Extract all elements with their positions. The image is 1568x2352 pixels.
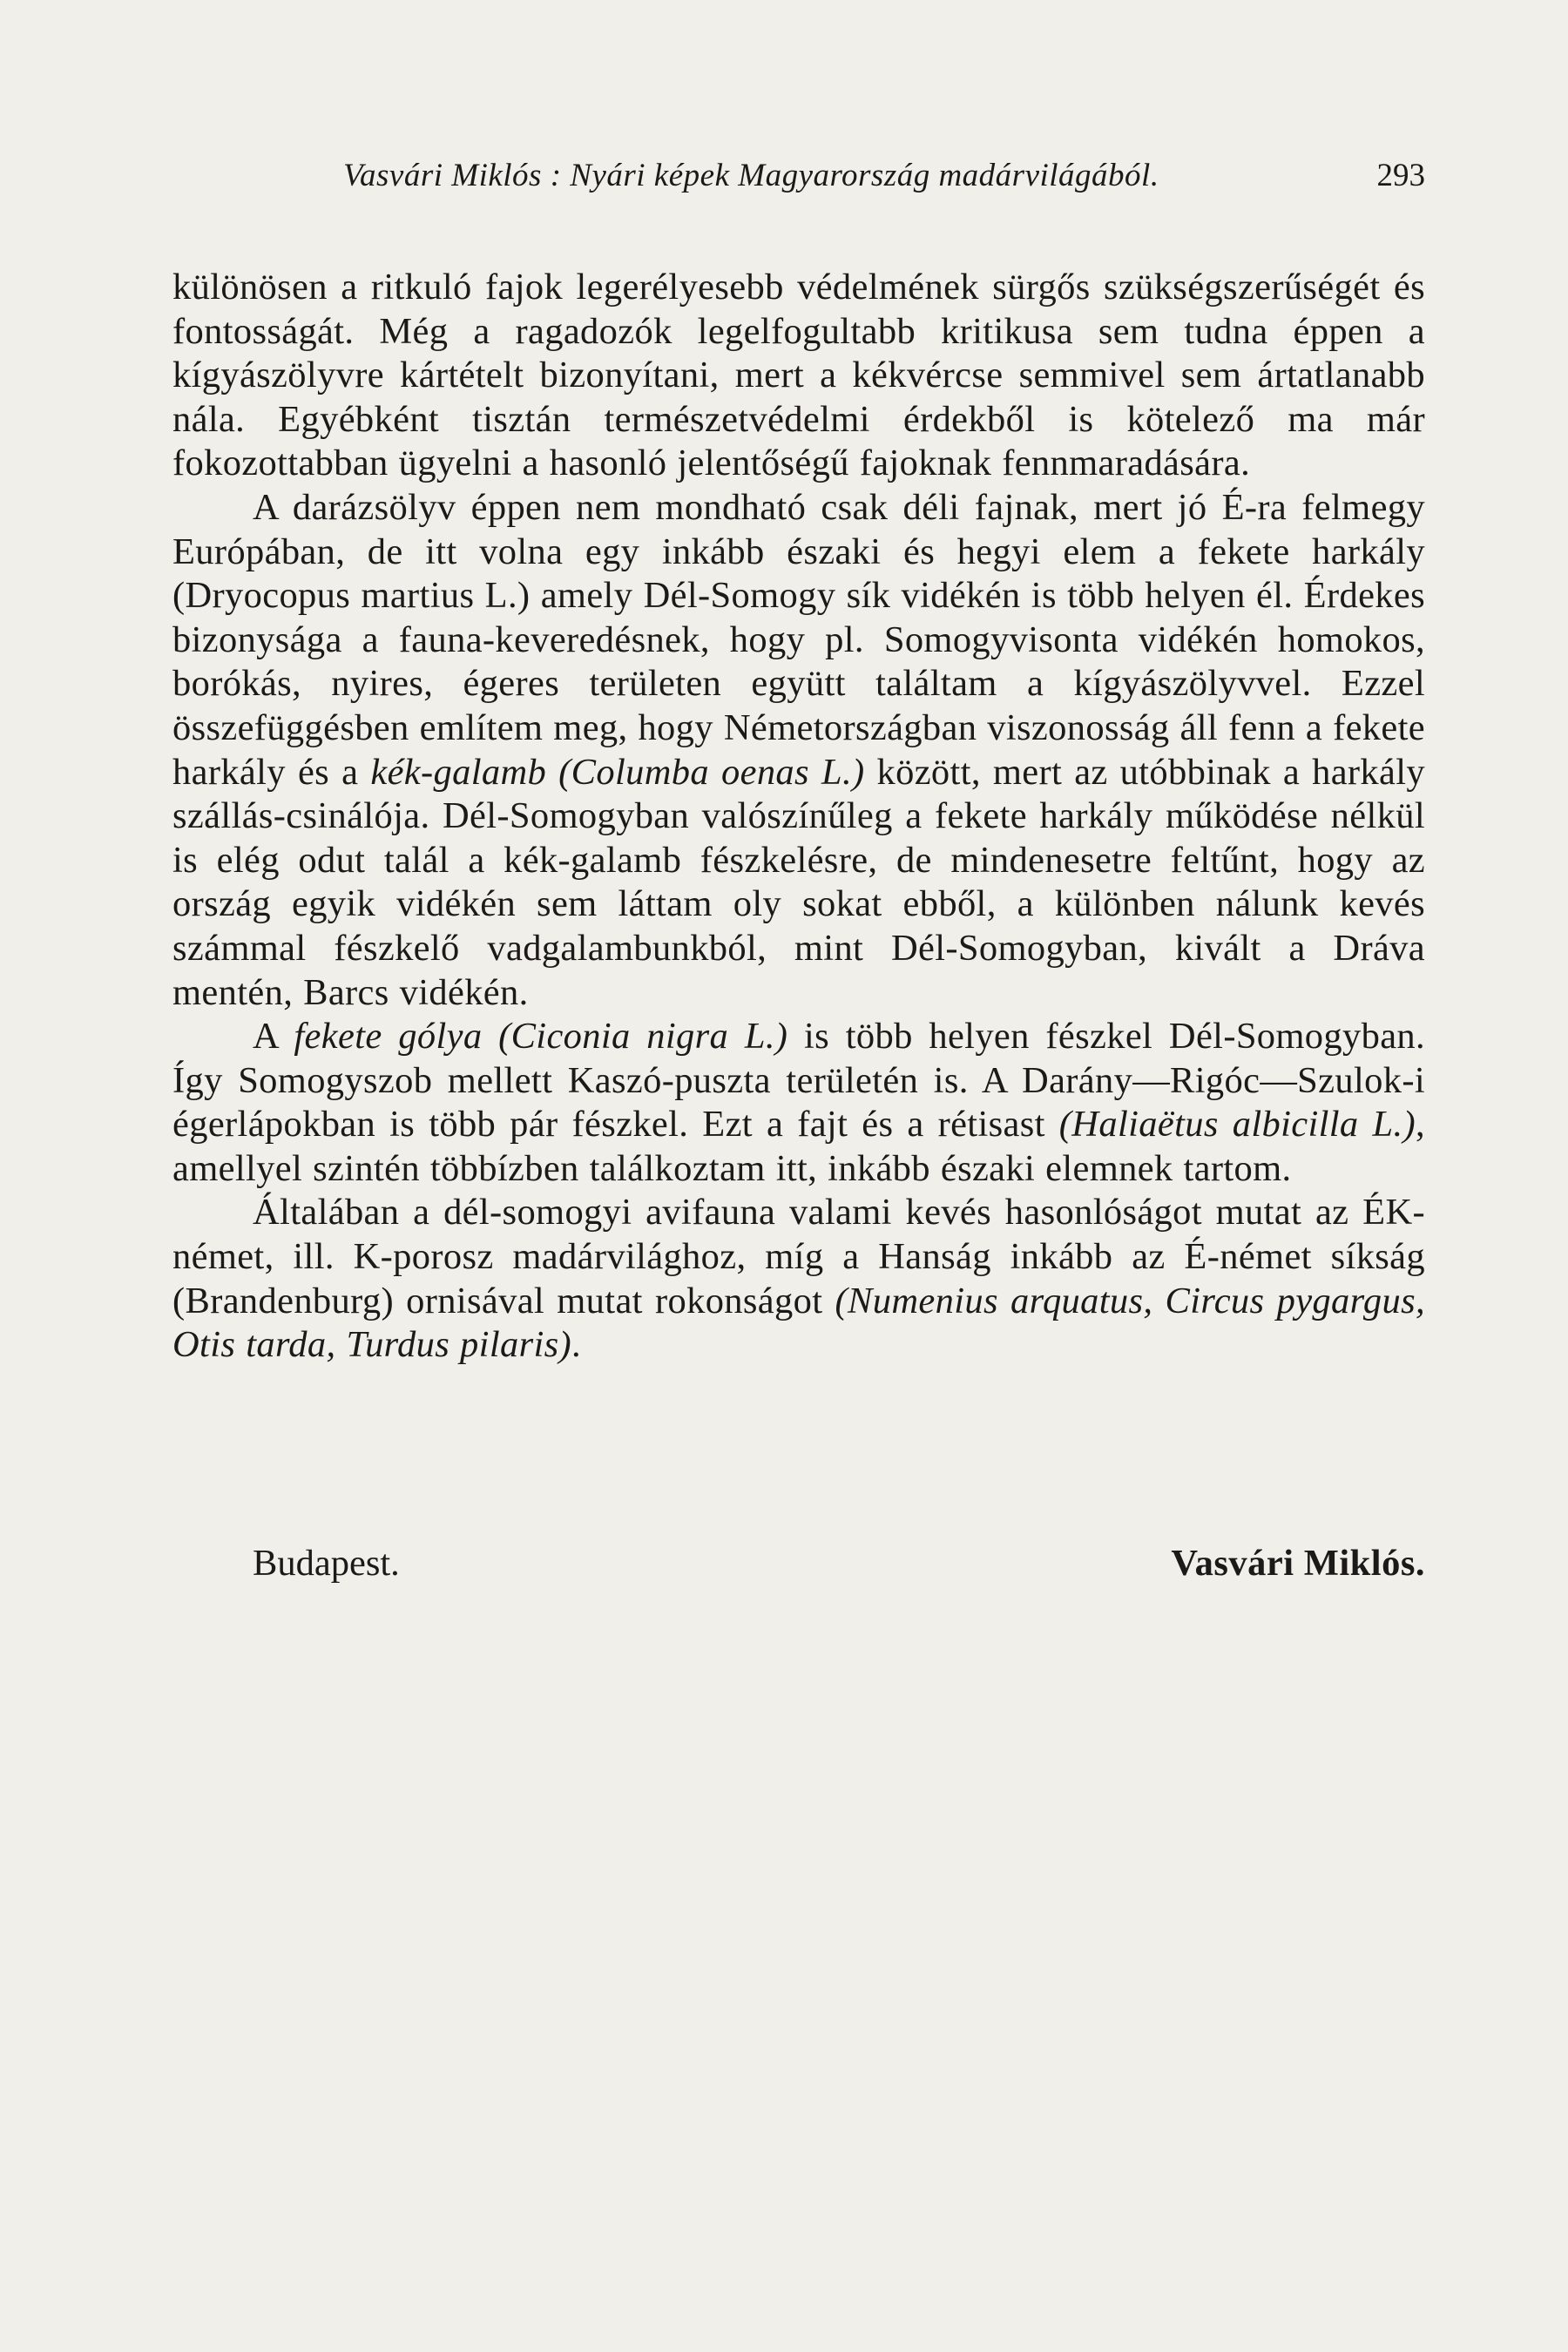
species-name: fekete gólya (Ciconia nigra L.)	[294, 1016, 788, 1058]
text-run: A	[253, 1016, 294, 1058]
signature-author: Vasvári Miklós.	[1171, 1543, 1425, 1584]
paragraph-1	[172, 266, 1425, 486]
text-run: között, mert az utóbbinak a harkály szállás-csinálója. Dél-Somogyban valószínűleg a fekete harkály működése nélkül is elég odut talál a kék-galamb fészkelésre, de mindenesetre feltűnt, hogy az ország egyik vidékén sem láttam oly sokat ebből, a különben nálunk kevés számmal fészkelő vadgalambunkból, mint Dél-Somogyban, kivált a Dráva mentén, Barcs vidékén.	[172, 751, 1426, 1013]
species-name: (Haliaëtus albicilla L.)	[1058, 1104, 1416, 1146]
body-text	[172, 266, 1425, 1368]
signature-place: Budapest.	[253, 1543, 400, 1584]
text-run: Általában a dél-somogyi avifauna valami kevés hasonlóságot mutat az ÉK-német, ill. K-porosz madárvilághoz, míg a Hanság inkább az É-német síkság (Brandenburg) ornisával mutat rokonságot	[172, 1192, 1425, 1321]
paragraph-4	[172, 1191, 1425, 1367]
species-name: kék-galamb (Columba oenas L.)	[370, 751, 865, 793]
species-list: (Numenius arquatus, Circus pygargus, Otis tarda, Turdus pilaris)	[172, 1280, 1425, 1366]
text-run: A darázsölyv éppen nem mondható csak déli fajnak, mert jó É-ra felmegy Európában, de itt volna egy inkább északi és hegyi elem a fekete harkály (Dryocopus martius L.) amely Dél-Somogy sík vidékén is több helyen él. Érdekes bizonysága a fauna-keveredésnek, hogy pl. Somogyvisonta vidékén homokos, borókás, nyires, égeres területen együtt találtam a kígyászölyvvel. Ezzel összefüggésben említem meg, hogy Németországban viszonosság áll fenn a fekete harkály és a	[172, 486, 1425, 793]
text-run: , amellyel szintén többízben találkoztam itt, inkább északi elemnek tartom.	[172, 1104, 1425, 1189]
document-page	[172, 148, 1425, 2239]
text-run: különösen a ritkuló fajok legerélyesebb védelmének sürgős szükségszerűségét és fontosságát. Még a ragadozók legelfogultabb kritikusa sem tudna éppen a kígyászölyvre kártételt bizonyítani, mert a kékvércse semmivel sem ártatlanabb nála. Egyébként tisztán természetvédelmi érdekből is kötelező ma már fokozottabban ügyelni a hasonló jelentőségű fajoknak fennmaradására.	[172, 267, 1425, 484]
text-run: is több helyen fészkel Dél-Somogyban. Így Somogyszob mellett Kaszó-puszta területén is. A Darány—Rigóc—Szulok-i égerlápokban is több pár fészkel. Ezt a fajt és a rétisast	[172, 1016, 1425, 1146]
paragraph-2	[172, 486, 1425, 1015]
page-number: 293	[1376, 158, 1425, 193]
running-head	[172, 157, 1425, 200]
running-title: Vasvári Miklós : Nyári képek Magyarország madárvilágából.	[343, 158, 1159, 193]
text-run: .	[571, 1324, 581, 1366]
signature-line	[172, 1542, 1425, 1590]
paragraph-3	[172, 1015, 1425, 1191]
